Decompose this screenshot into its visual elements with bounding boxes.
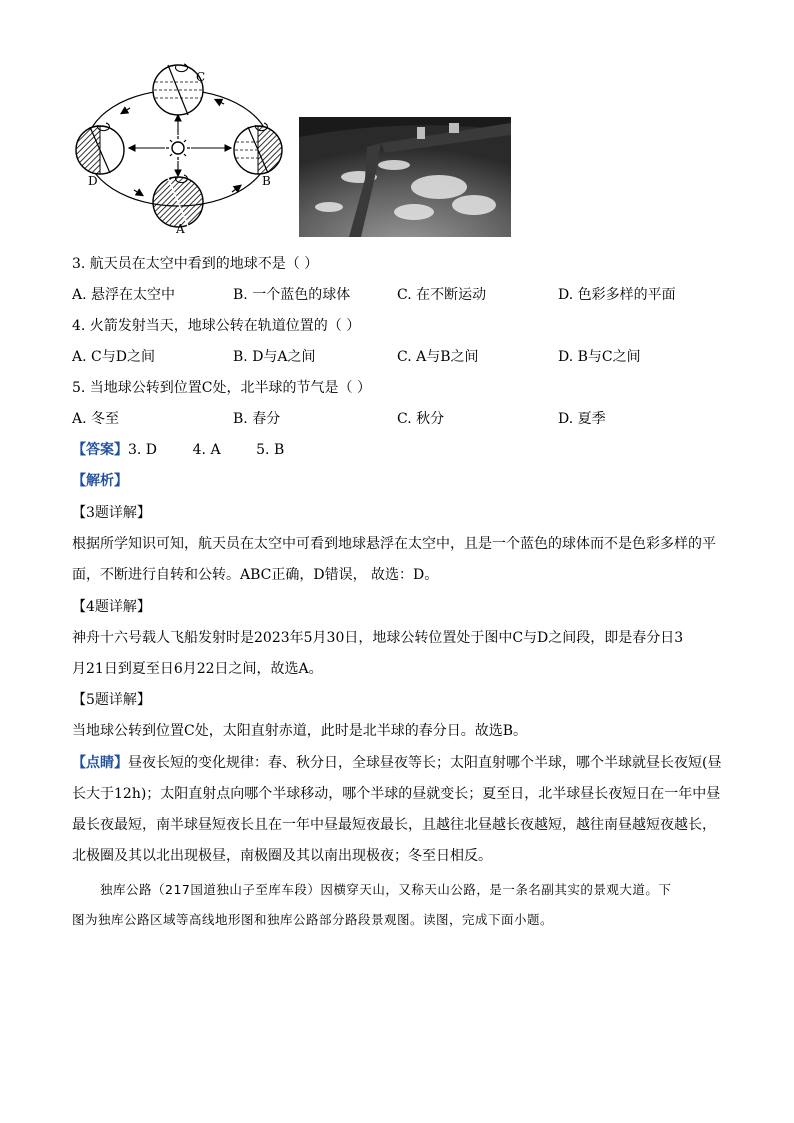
- intro-line-1: 独库公路（217国道独山子至库车段）因横穿天山，又称天山公路，是一条名副其实的景观大道。下: [100, 882, 672, 897]
- detail3-heading: 【3题详解】: [72, 505, 151, 521]
- tip-line-2: 长大于12h)；太阳直射点向哪个半球移动，哪个半球的昼就变长；夏至日，北半球昼长夜短日在一年中昼: [72, 786, 721, 802]
- q5-option-c: C. 秋分: [397, 411, 445, 427]
- q5-stem: 5. 当地球公转到位置C处，北半球的节气是（ ）: [72, 380, 371, 396]
- q3-option-d: D. 色彩多样的平面: [558, 287, 676, 303]
- space-station-earth-photo: [299, 117, 511, 237]
- q5-option-b: B. 春分: [233, 411, 281, 427]
- q3-option-c: C. 在不断运动: [397, 287, 487, 303]
- detail4-line-2: 月21日到夏至日6月22日之间，故选A。: [72, 661, 323, 677]
- sun-icon: [166, 136, 190, 160]
- q3-option-b: B. 一个蓝色的球体: [233, 287, 351, 303]
- tip-line-3: 最长夜最短，南半球昼短夜长且在一年中昼最短夜最长，且越往北昼越长夜越短，越往南昼越短夜越长，: [72, 817, 716, 833]
- label-b: B: [262, 174, 271, 188]
- q4-option-a: A. C与D之间: [72, 349, 155, 365]
- answer-tag: 【答案】: [72, 442, 128, 458]
- analysis-tag: 【解析】: [72, 473, 128, 489]
- q4-stem: 4. 火箭发射当天，地球公转在轨道位置的（ ）: [72, 318, 361, 334]
- label-a: A: [176, 222, 185, 236]
- label-c: C: [196, 70, 206, 84]
- earth-position-a: [153, 175, 203, 227]
- detail4-line-1: 神舟十六号载人飞船发射时是2023年5月30日，地球公转位置处于图中C与D之间段，即是春分日3: [72, 630, 684, 646]
- q5-option-d: D. 夏季: [558, 411, 606, 427]
- q4-option-c: C. A与B之间: [397, 349, 479, 365]
- detail3-line-1: 根据所学知识可知，航天员在太空中可看到地球悬浮在太空中，且是一个蓝色的球体而不是色彩多样的平: [72, 536, 716, 552]
- q3-option-a: A. 悬浮在太空中: [72, 287, 176, 303]
- detail5-line-1: 当地球公转到位置C处，太阳直射赤道，此时是北半球的春分日。故选B。: [72, 723, 527, 739]
- q3-stem: 3. 航天员在太空中看到的地球不是（ ）: [72, 256, 319, 272]
- label-d: D: [88, 174, 98, 188]
- tip-line-4: 北极圈及其以北出现极昼，南极圈及其以南出现极夜；冬至日相反。: [72, 848, 492, 864]
- earth-position-b: [234, 123, 282, 174]
- detail3-line-2: 面，不断进行自转和公转。ABC正确，D错误， 故选：D。: [72, 567, 439, 583]
- q4-option-d: D. B与C之间: [558, 349, 641, 365]
- earth-position-d: [76, 123, 124, 174]
- q4-option-b: B. D与A之间: [233, 349, 316, 365]
- detail4-heading: 【4题详解】: [72, 599, 151, 615]
- tip-line-1: [72, 753, 721, 773]
- q5-option-a: A. 冬至: [72, 411, 120, 427]
- answer-line: [72, 440, 284, 460]
- intro-line-2: 图为独库公路区域等高线地形图和独库公路部分路段景观图。读图，完成下面小题。: [72, 912, 554, 927]
- earth-orbit-diagram: [72, 62, 292, 240]
- detail5-heading: 【5题详解】: [72, 692, 151, 708]
- tip-tag: 【点睛】: [72, 755, 128, 771]
- answer-text: 3. D 4. A 5. B: [128, 442, 285, 458]
- tip-text-1: 昼夜长短的变化规律：春、秋分日，全球昼夜等长；太阳直射哪个半球，哪个半球就昼长夜短(昼: [128, 755, 722, 771]
